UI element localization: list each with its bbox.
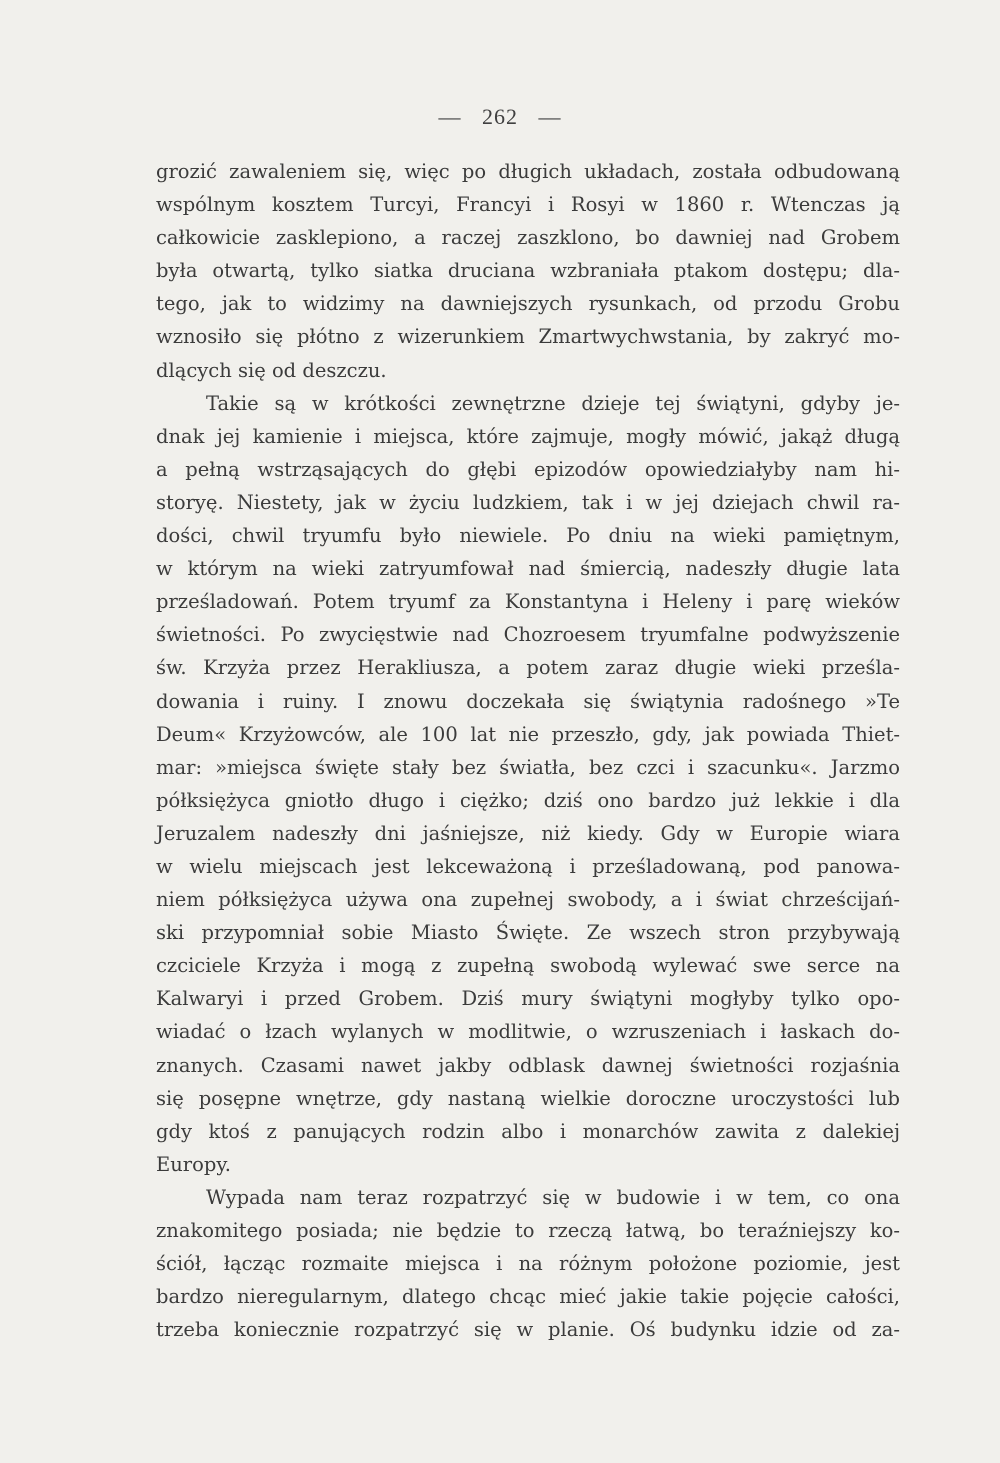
- text-line: gdy ktoś z panujących rodzin albo i monarchów zawita z dalekiej: [156, 1119, 900, 1143]
- text-line: w wielu miejscach jest lekceważoną i prześladowaną, pod panowa-: [156, 854, 900, 878]
- body-text: [156, 155, 900, 1346]
- text-line: św. Krzyża przez Herakliusza, a potem zaraz długie wieki prześla-: [156, 656, 900, 680]
- text-line: całkowicie zasklepiono, a raczej zaszklono, bo dawniej nad Grobem: [156, 226, 900, 250]
- page-number: 262: [482, 104, 518, 129]
- text-line: Jeruzalem nadeszły dni jaśniejsze, niż kiedy. Gdy w Europie wiara: [156, 821, 900, 845]
- text-line: niem półksiężyca używa ona zupełnej swobody, a i świat chrześcijań-: [156, 888, 900, 912]
- text-line: świetności. Po zwycięstwie nad Chozroesem tryumfalne podwyższenie: [156, 623, 900, 647]
- text-line: wiadać o łzach wylanych w modlitwie, o wzruszeniach i łaskach do-: [156, 1020, 900, 1044]
- text-line: grozić zawaleniem się, więc po długich układach, została odbudowaną: [156, 160, 900, 183]
- text-line: dowania i ruiny. I znowu doczekała się świątynia radośnego »Te: [156, 689, 900, 713]
- text-line: a pełną wstrząsających do głębi epizodów opowiedziałyby nam hi-: [156, 457, 900, 481]
- text-line: dości, chwil tryumfu było niewiele. Po dniu na wieki pamiętnym,: [156, 524, 900, 548]
- text-line: Takie są w krótkości zewnętrzne dzieje tej świątyni, gdyby je-: [206, 391, 900, 415]
- page-header: [0, 104, 1000, 130]
- text-line: mar: »miejsca święte stały bez światła, bez czci i szacunku«. Jarzmo: [156, 755, 900, 779]
- text-line: wspólnym kosztem Turcyi, Francyi i Rosyi w 1860 r. Wtenczas ją: [156, 193, 900, 217]
- text-line: tego, jak to widzimy na dawniejszych rysunkach, od przodu Grobu: [156, 292, 900, 316]
- text-line: wznosiło się płótno z wizerunkiem Zmartwychwstania, by zakryć mo-: [156, 325, 900, 349]
- text-line: w którym na wieki zatryumfował nad śmiercią, nadeszły długie lata: [156, 557, 900, 581]
- text-line: znakomitego posiada; nie będzie to rzeczą łatwą, bo teraźniejszy ko-: [156, 1219, 900, 1242]
- text-line: bardzo nieregularnym, dlatego chcąc mieć jakie takie pojęcie całości,: [156, 1285, 900, 1309]
- text-line: Deum« Krzyżowców, ale 100 lat nie przeszło, gdy, jak powiada Thiet-: [156, 722, 900, 746]
- text-line: była otwartą, tylko siatka druciana wzbraniała ptakom dostępu; dla-: [156, 259, 900, 283]
- text-line: dnak jej kamienie i miejsca, które zajmuje, mogły mówić, jakąż długą: [156, 424, 900, 448]
- text-line: Wypada nam teraz rozpatrzyć się w budowie i w tem, co ona: [206, 1185, 900, 1209]
- text-line: znanych. Czasami nawet jakby odblask dawnej świetności rozjaśnia: [156, 1053, 900, 1077]
- text-line: się posępne wnętrze, gdy nastaną wielkie doroczne uroczystości lub: [156, 1086, 900, 1110]
- text-line: dlących się od deszczu.: [156, 358, 387, 382]
- text-line: ski przypomniał sobie Miasto Święte. Ze wszech stron przybywają: [156, 921, 900, 945]
- text-line: prześladowań. Potem tryumf za Konstantyna i Heleny i parę wieków: [156, 590, 900, 614]
- header-dash-right: —: [538, 104, 562, 129]
- text-line: czciciele Krzyża i mogą z zupełną swobodą wylewać swe serce na: [156, 954, 900, 978]
- text-line: Europy.: [156, 1152, 231, 1176]
- text-line: storyę. Niestety, jak w życiu ludzkiem, tak i w jej dziejach chwil ra-: [156, 490, 900, 514]
- text-line: Kalwaryi i przed Grobem. Dziś mury świątyni mogłyby tylko opo-: [156, 987, 900, 1011]
- header-dash-left: —: [438, 104, 462, 129]
- text-line: półksiężyca gniotło długo i ciężko; dziś ono bardzo już lekkie i dla: [156, 788, 900, 812]
- text-line: ściół, łącząc rozmaite miejsca i na różnym położone poziomie, jest: [156, 1252, 900, 1276]
- text-line: trzeba koniecznie rozpatrzyć się w planie. Oś budynku idzie od za-: [156, 1318, 900, 1342]
